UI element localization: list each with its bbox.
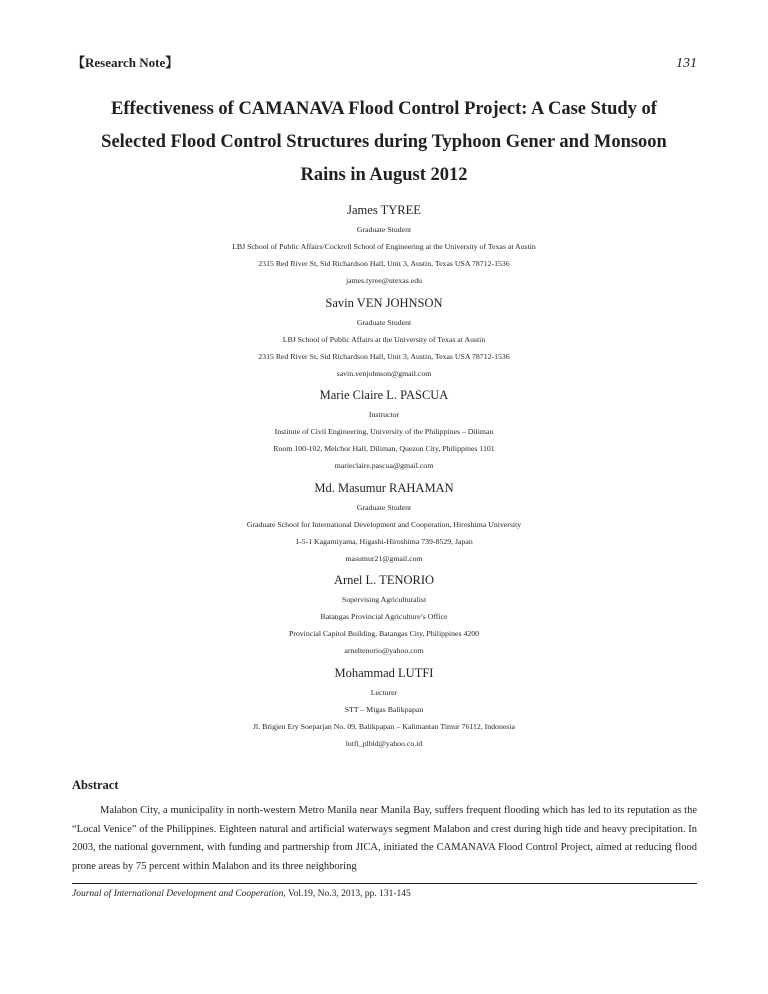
author-email: james.tyree@utexas.edu <box>345 276 423 285</box>
author-name: Marie Claire L. PASCUA <box>319 388 449 402</box>
author-affiliation: LBJ School of Public Affairs at the University of Texas at Austin <box>282 334 486 344</box>
author-block <box>60 665 708 758</box>
author-email: arneltenorio@yahoo.com <box>344 646 424 655</box>
author-block <box>60 202 708 295</box>
author-name: Md. Masumur RAHAMAN <box>314 480 454 495</box>
abstract-paragraph: Malabon City, a municipality in north-western Metro Manila near Manila Bay, suffers frequent flooding which has led to its reputation as the “Local Venice” of the Philippines. Eighteen natural and artificial waterways segment Malabon and crest during high tide and heavy precipitation. In 2003, the national government, with funding and partnership from JICA, initiated the CAMANAVA Flood Control Project, aimed at reducing flood prone areas by 75 percent within Malabon and its three neighboring <box>72 805 697 872</box>
research-note-label: 【Research Note】 <box>72 55 179 70</box>
author-role: Graduate Student <box>356 225 412 234</box>
author-address: 2315 Red River St, Sid Richardson Hall, Unit 3, Austin, Texas USA 78712-1536 <box>258 351 510 361</box>
author-affiliation: Graduate School for International Development and Cooperation, Hiroshima University <box>246 519 522 529</box>
author-affiliation: STT – Migas Balikpapan <box>344 704 424 714</box>
paper-title <box>60 93 708 192</box>
author-address: Jl. Brigjen Ery Soeparjan No. 09, Balikpapan – Kalimantan Timur 76112, Indonesia <box>253 721 515 731</box>
author-affiliation: Batangas Provincial Agriculture’s Office <box>320 612 448 621</box>
author-address: Room 100-102, Melchor Hall, Diliman, Quezon City, Philippines 1101 <box>273 444 495 453</box>
title-line: Rains in August 2012 <box>300 165 468 185</box>
author-email: marieclaire.pascua@gmail.com <box>334 461 434 470</box>
author-email: lutfi_plbld@yahoo.co.id <box>345 738 423 748</box>
author-name: Mohammad LUTFI <box>334 665 434 680</box>
author-role: Graduate Student <box>356 317 412 327</box>
author-block <box>60 572 708 665</box>
title-line: Selected Flood Control Structures during Typhoon Gener and Monsoon <box>101 132 667 152</box>
author-role: Supervising Agriculturalist <box>341 595 427 604</box>
author-email: masumur21@gmail.com <box>345 553 423 563</box>
author-role: Lecturer <box>370 687 398 697</box>
author-name: Arnel L. TENORIO <box>333 573 435 587</box>
journal-citation <box>72 889 411 899</box>
author-block <box>60 387 708 480</box>
author-address: 1-5-1 Kagamiyama, Higashi-Hiroshima 739-8529, Japan <box>295 536 473 546</box>
journal-volume-pages: , Vol.19, No.3, 2013, pp. 131-145 <box>283 889 411 899</box>
page-number: 131 <box>676 56 697 71</box>
author-role: Instructor <box>368 410 400 419</box>
author-affiliation: Institute of Civil Engineering, University of the Philippines – Diliman <box>274 427 494 436</box>
author-email: savin.venjohnson@gmail.com <box>336 368 432 378</box>
abstract-heading: Abstract <box>72 778 119 792</box>
journal-name: Journal of International Development and Cooperation <box>72 889 284 899</box>
author-block <box>60 295 708 388</box>
author-list <box>60 202 708 757</box>
title-line: Effectiveness of CAMANAVA Flood Control Project: A Case Study of <box>111 99 657 119</box>
author-name: Savin VEN JOHNSON <box>325 295 443 310</box>
abstract-body <box>72 802 697 876</box>
author-address: Provincial Capitol Building, Batangas City, Philippines 4200 <box>288 629 480 638</box>
author-address: 2315 Red River St, Sid Richardson Hall, Unit 3, Austin, Texas USA 78712-1536 <box>258 259 510 268</box>
footer-divider <box>72 883 697 884</box>
author-name: James TYREE <box>347 203 421 217</box>
author-block <box>60 480 708 573</box>
author-affiliation: LBJ School of Public Affairs/Cockrell School of Engineering at the University of Texas at Austin <box>232 242 536 251</box>
author-role: Graduate Student <box>356 502 412 512</box>
